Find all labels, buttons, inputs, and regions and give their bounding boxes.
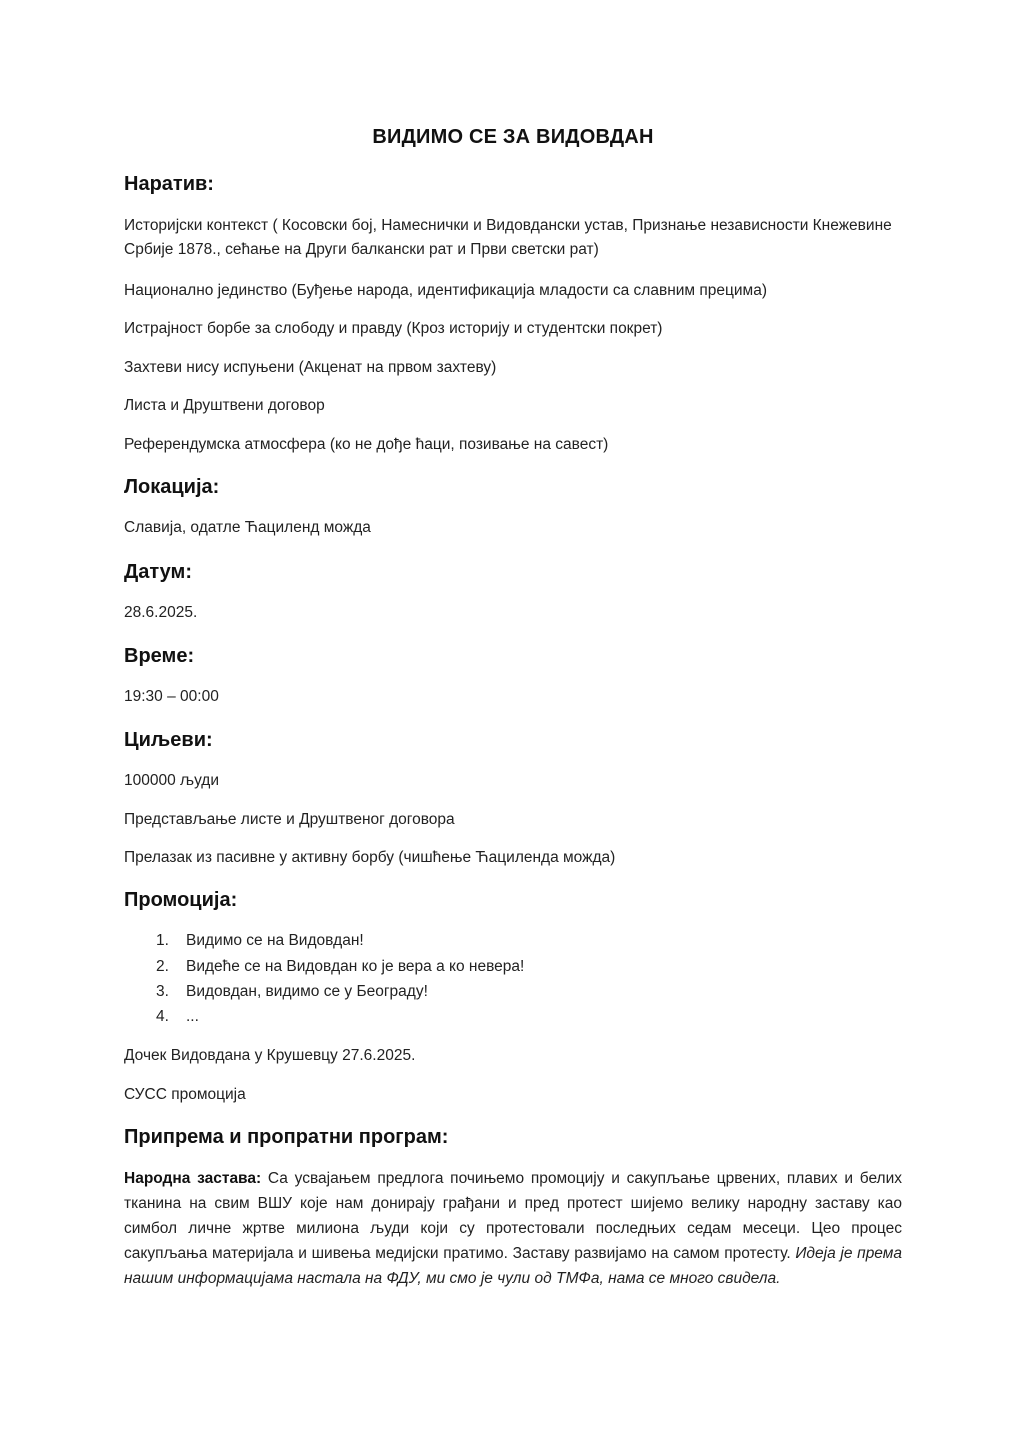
- narrative-item: Референдумска атмосфера (ко не дође ћаци, позивање на савест): [124, 436, 609, 453]
- list-text: ...: [186, 1008, 199, 1025]
- flag-paragraph: [124, 1166, 902, 1291]
- location-text: Славија, одатле Ћациленд можда: [124, 519, 371, 536]
- promotion-list-item: [156, 1008, 199, 1026]
- document-title: ВИДИМО СЕ ЗА ВИДОВДАН: [372, 126, 654, 148]
- promotion-list-item: [156, 958, 524, 976]
- list-number: 4.: [156, 1008, 169, 1025]
- flag-text: Са усвајањем предлога почињемо промоцију и сакупљање црвених, плавих и белих тканина на свим ВШУ које нам донирају грађани и пред протест шијемо велику народну заставу као симбол личне жртве милиона људи који су протестовали последњих седам месеци. Цео процес сакупљања материјала и шивења медијски пратимо. Заставу развијамо на самом протесту.: [124, 1170, 902, 1262]
- flag-label: Народна застава:: [124, 1170, 262, 1187]
- narrative-item: Истрајност борбе за слободу и правду (Кроз историју и студентски покрет): [124, 320, 663, 337]
- heading-narrative: Наратив:: [124, 173, 214, 195]
- heading-goals: Циљеви:: [124, 729, 213, 751]
- heading-location: Локација:: [124, 476, 220, 498]
- list-number: 3.: [156, 983, 169, 1000]
- narrative-item: Захтеви нису испуњени (Акценат на првом захтеву): [124, 359, 497, 376]
- heading-preparation: Припрема и пропратни програм:: [124, 1126, 449, 1148]
- heading-promotion: Промоција:: [124, 889, 238, 911]
- narrative-item: Листа и Друштвени договор: [124, 397, 325, 414]
- goal-item: 100000 људи: [124, 772, 220, 789]
- list-text: Видимо се на Видовдан!: [186, 932, 364, 949]
- promotion-extra: СУСС промоција: [124, 1086, 246, 1103]
- list-number: 2.: [156, 958, 169, 975]
- promotion-list-item: [156, 932, 364, 950]
- goal-item: Прелазак из пасивне у активну борбу (чишћење Ћациленда можда): [124, 849, 616, 866]
- date-text: 28.6.2025.: [124, 604, 198, 621]
- narrative-item: Историјски контекст ( Косовски бој, Намеснички и Видовдански устав, Признање независности Кнежевине Србије 1878., сећање на Други балкански рат и Први светски рат): [124, 217, 892, 258]
- flag-note: Идеја је према нашим информацијама настала на ФДУ, ми смо је чули од ТМФа, нама се много свидела.: [124, 1245, 903, 1287]
- goal-item: Представљање листе и Друштвеног договора: [124, 811, 455, 828]
- list-number: 1.: [156, 932, 169, 949]
- list-text: Видовдан, видимо се у Београду!: [186, 983, 428, 1000]
- promotion-list-item: [156, 983, 428, 1001]
- heading-date: Датум:: [124, 561, 192, 583]
- list-text: Видеће се на Видовдан ко је вера а ко невера!: [186, 958, 525, 975]
- heading-time: Време:: [124, 645, 195, 667]
- promotion-extra: Дочек Видовдана у Крушевцу 27.6.2025.: [124, 1047, 416, 1064]
- narrative-item: Национално јединство (Буђење народа, идентификација младости са славним прецима): [124, 282, 767, 299]
- time-text: 19:30 – 00:00: [124, 688, 219, 705]
